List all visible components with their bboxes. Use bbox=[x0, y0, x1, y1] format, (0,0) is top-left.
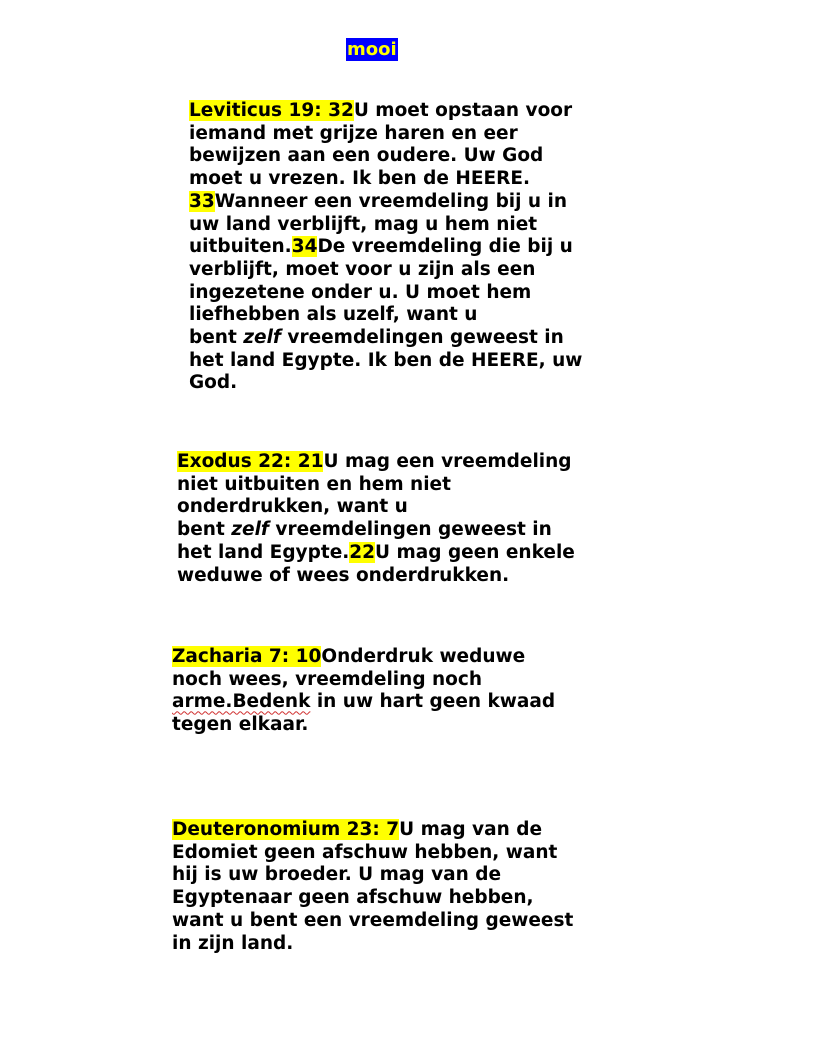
verse-text: Wanneer een vreemdeling bij u in bbox=[214, 190, 568, 212]
text-line: in zijn land. bbox=[172, 932, 294, 954]
text-line: onderdrukken, want u bbox=[177, 496, 408, 518]
text-line: bewijzen aan een oudere. Uw God bbox=[189, 145, 544, 167]
verse-text: U mag van de bbox=[399, 819, 542, 840]
text-line bbox=[189, 236, 582, 259]
text-line: want u bent een vreemdeling geweest bbox=[172, 909, 574, 931]
verse-text: bent bbox=[177, 519, 232, 541]
text-line: iemand met grijze haren en eer bbox=[189, 122, 518, 144]
exodus-passage bbox=[177, 451, 575, 587]
italic-word: zelf bbox=[231, 519, 269, 541]
verse-text: uitbuiten. bbox=[189, 236, 292, 258]
text-line: ingezetene onder u. U moet hem bbox=[189, 281, 532, 303]
text-line: weduwe of wees onderdrukken. bbox=[177, 564, 510, 586]
verse-reference: Leviticus 19: 32 bbox=[189, 100, 354, 121]
text-line bbox=[172, 691, 555, 714]
leviticus-passage bbox=[189, 100, 582, 395]
verse-reference: Zacharia 7: 10 bbox=[172, 646, 322, 667]
text-line: God. bbox=[189, 372, 238, 394]
text-line: het land Egypte. Ik ben de HEERE, uw bbox=[189, 349, 583, 371]
text-line: hij is uw broeder. U mag van de bbox=[172, 864, 502, 886]
text-line bbox=[177, 542, 575, 565]
spelling-error-word[interactable]: arme.Bedenk bbox=[172, 691, 311, 713]
verse-text: vreemdelingen geweest in bbox=[280, 327, 564, 349]
verse-text: bent bbox=[189, 327, 244, 349]
verse-text: U mag geen enkele bbox=[375, 541, 575, 563]
verse-reference: Deuteronomium 23: 7 bbox=[172, 819, 400, 840]
text-line bbox=[177, 451, 575, 474]
text-line: uw land verblijft, mag u hem niet bbox=[189, 213, 538, 235]
text-line: niet uitbuiten en hem niet bbox=[177, 473, 451, 495]
verse-number: 33 bbox=[189, 190, 215, 212]
text-line: Egyptenaar geen afschuw hebben, bbox=[172, 887, 534, 909]
verse-text: het land Egypte. bbox=[177, 541, 350, 563]
text-line bbox=[177, 519, 575, 542]
text-line bbox=[172, 819, 573, 842]
text-line: verblijft, moet voor u zijn als een bbox=[189, 258, 536, 280]
text-line: liefhebben als uzelf, want u bbox=[189, 304, 478, 326]
zacharia-passage bbox=[172, 646, 555, 737]
page-title: mooi bbox=[347, 39, 397, 60]
verse-text: U mag een vreemdeling bbox=[323, 451, 572, 472]
verse-text: De vreemdeling die bij u bbox=[317, 236, 573, 258]
verse-text: Onderdruk weduwe bbox=[321, 646, 526, 667]
text-line: tegen elkaar. bbox=[172, 714, 309, 736]
text-line: Edomiet geen afschuw hebben, want bbox=[172, 841, 558, 863]
text-line: noch wees, vreemdeling noch bbox=[172, 668, 483, 690]
text-line bbox=[189, 191, 582, 214]
verse-number: 34 bbox=[291, 236, 318, 258]
verse-reference: Exodus 22: 21 bbox=[177, 451, 324, 472]
text-line: moet u vrezen. Ik ben de HEERE. bbox=[189, 168, 531, 190]
italic-word: zelf bbox=[243, 327, 281, 349]
text-line bbox=[189, 327, 582, 350]
verse-number: 22 bbox=[349, 541, 376, 563]
verse-text: in uw hart geen kwaad bbox=[310, 691, 556, 713]
text-line bbox=[189, 100, 582, 123]
deuteronomium-passage bbox=[172, 819, 573, 955]
verse-text: U moet opstaan voor bbox=[353, 100, 573, 121]
text-line bbox=[172, 646, 555, 669]
verse-text: vreemdelingen geweest in bbox=[268, 519, 552, 541]
